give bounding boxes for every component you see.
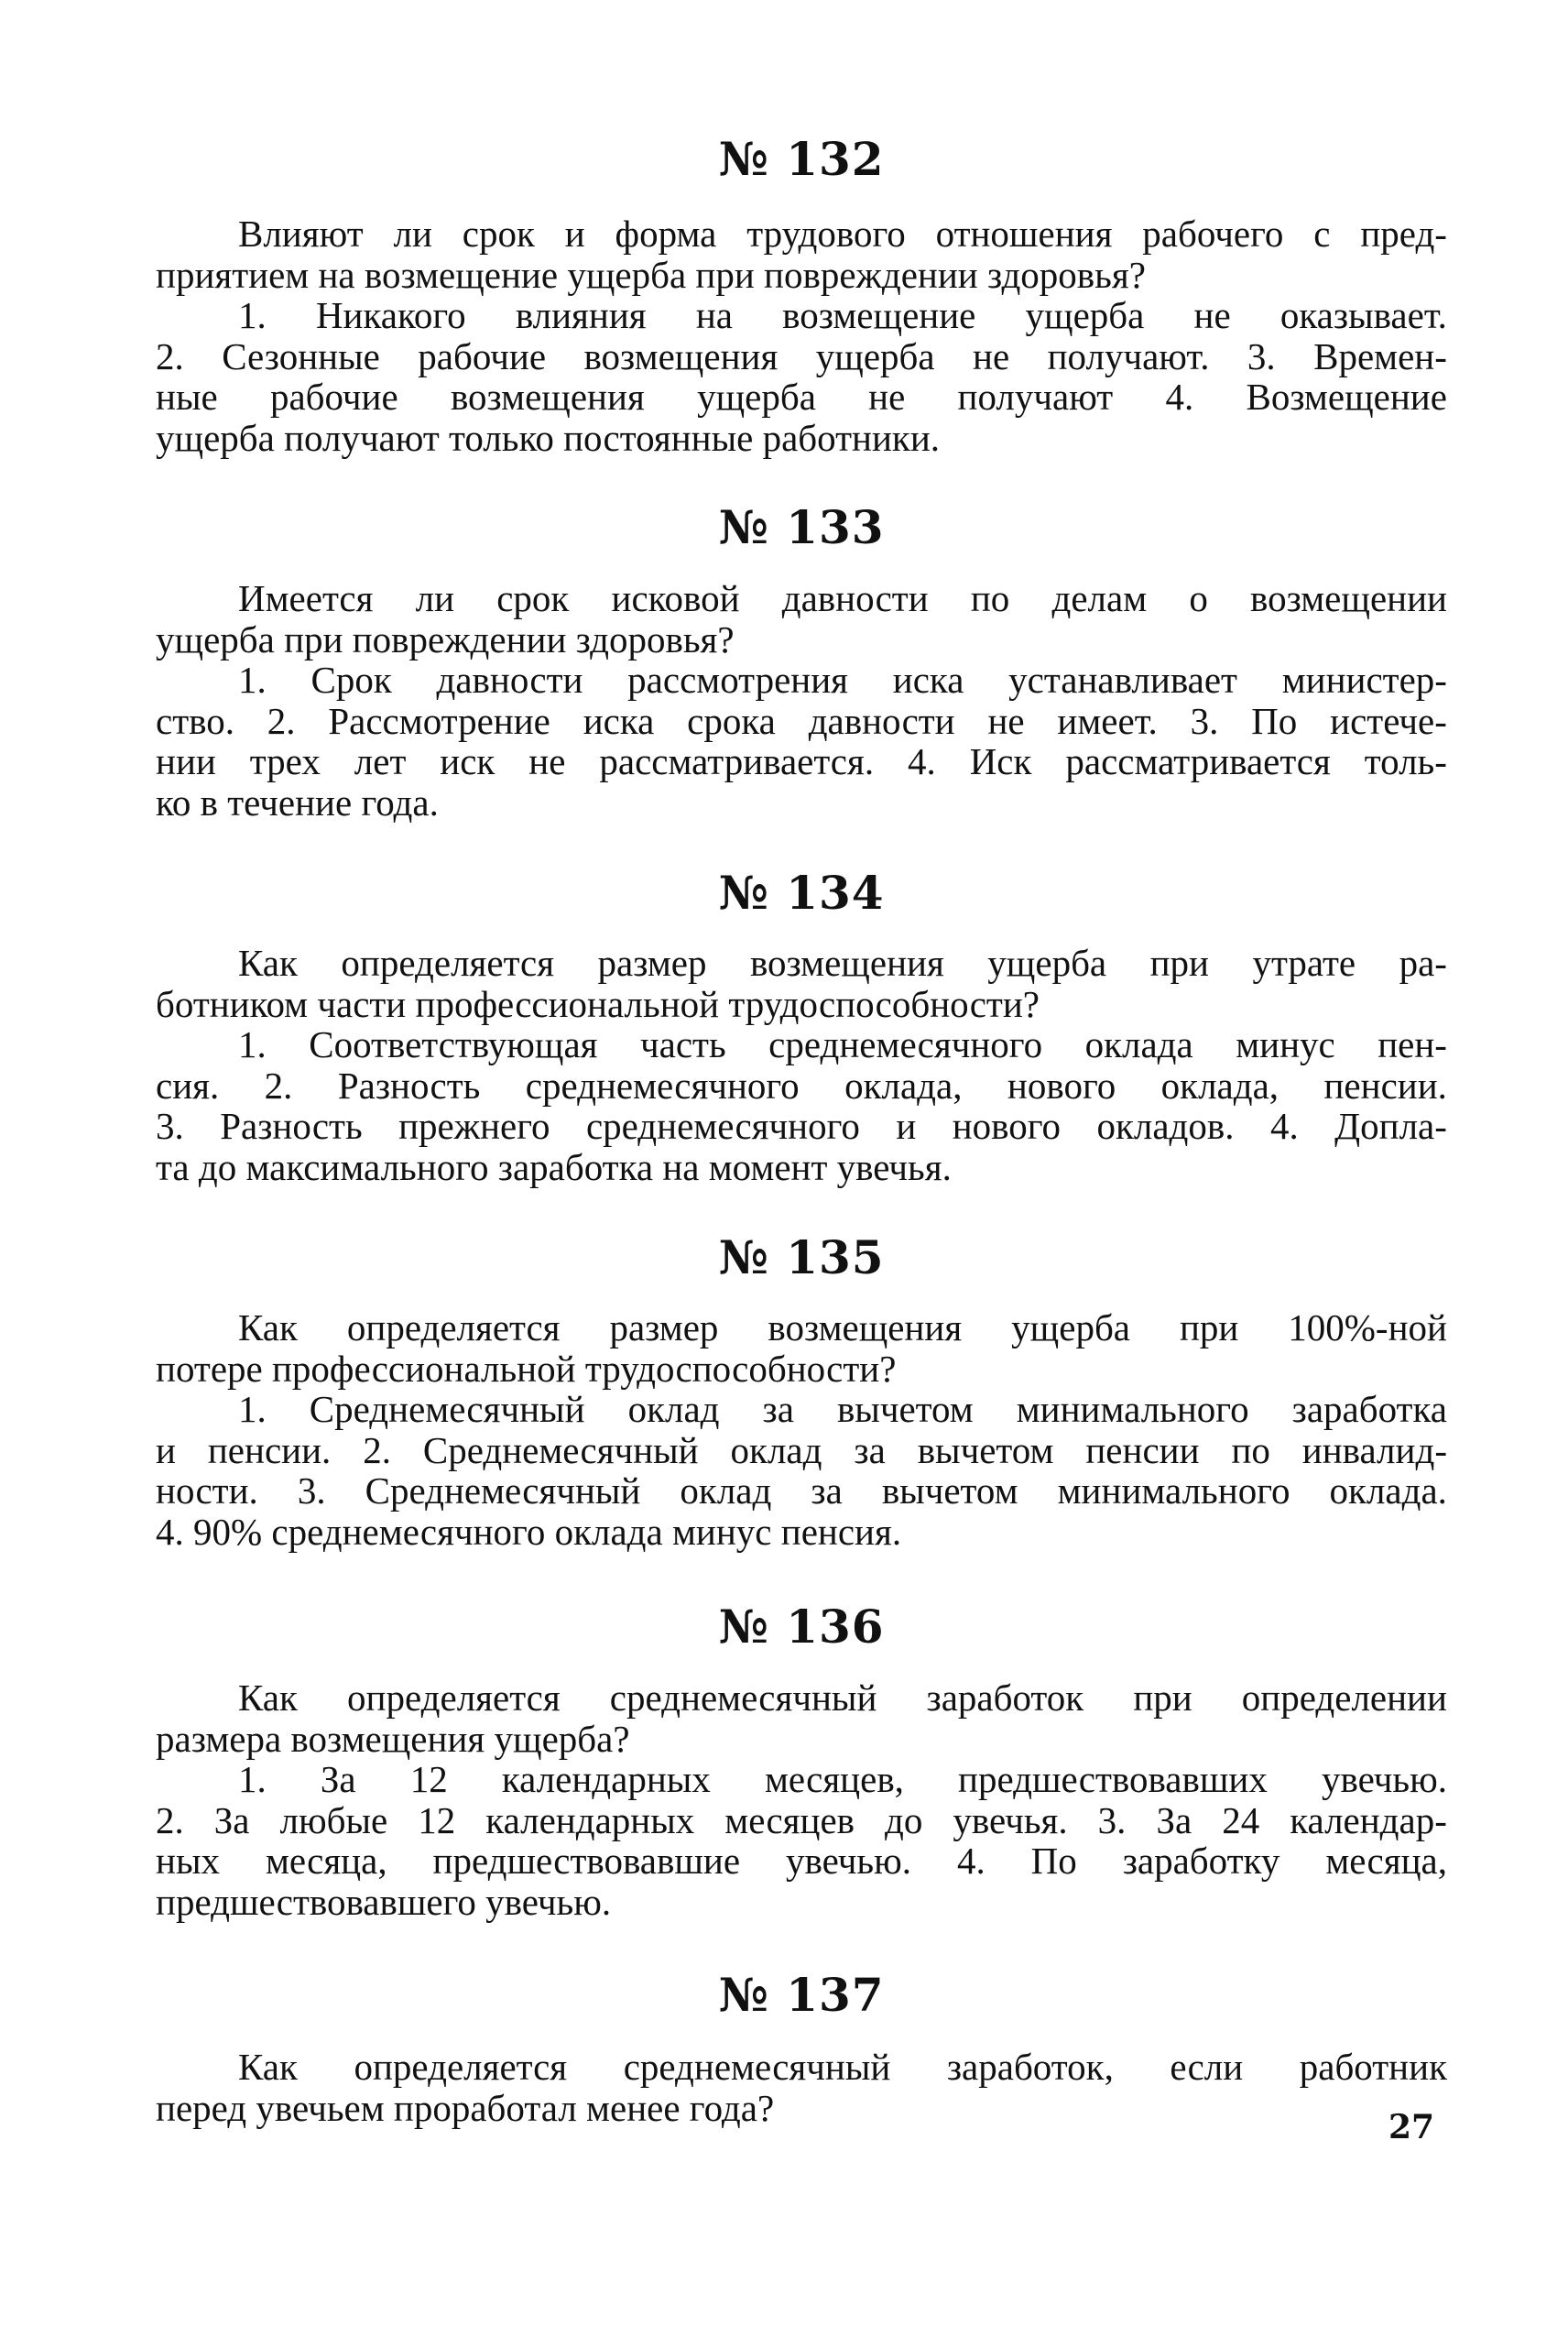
word: вычетом bbox=[881, 1469, 1018, 1512]
word: иска bbox=[583, 699, 655, 742]
word: нового bbox=[952, 1105, 1062, 1147]
word: ра- bbox=[1399, 942, 1447, 984]
word: толь- bbox=[1364, 740, 1447, 782]
word: 2. bbox=[156, 334, 184, 377]
word: возмещения bbox=[749, 942, 944, 984]
word: Как bbox=[238, 1676, 298, 1719]
word: отношения bbox=[935, 213, 1113, 255]
word: рассматривается bbox=[1065, 740, 1331, 782]
word: заработку bbox=[1122, 1840, 1280, 1882]
word: получают bbox=[957, 376, 1114, 418]
word: увечья. bbox=[953, 1798, 1068, 1841]
word: исковой bbox=[611, 577, 740, 619]
word: оклад bbox=[680, 1469, 772, 1512]
answer-line bbox=[156, 295, 1447, 336]
word: По bbox=[1030, 1840, 1077, 1882]
word: оклада bbox=[1084, 1023, 1193, 1065]
word: окладов. bbox=[1096, 1105, 1235, 1147]
word: ущерба bbox=[987, 942, 1107, 984]
answer-line bbox=[156, 660, 1447, 701]
word: По bbox=[1251, 699, 1298, 742]
question-number-heading: № 135 bbox=[718, 1230, 885, 1284]
answer-line bbox=[156, 1759, 1447, 1800]
word: месяца, bbox=[265, 1840, 387, 1882]
word: рассматривается. bbox=[599, 740, 875, 782]
word: среднемесячный bbox=[609, 1676, 877, 1719]
answer-line: ко в течение года. bbox=[156, 781, 439, 824]
word: За bbox=[320, 1758, 356, 1800]
question-line bbox=[156, 213, 1447, 255]
answer-line bbox=[156, 1024, 1447, 1065]
page-number: 27 bbox=[1388, 2108, 1435, 2146]
question-line bbox=[156, 943, 1447, 984]
question-line: приятием на возмещение ущерба при повреждении здоровья? bbox=[156, 253, 1146, 296]
word: ные bbox=[156, 376, 218, 418]
word: 3. bbox=[1247, 334, 1276, 377]
word: размер bbox=[609, 1306, 719, 1349]
answer-line bbox=[156, 1065, 1447, 1107]
word: получают. bbox=[1047, 334, 1210, 377]
word: календар- bbox=[1290, 1798, 1447, 1841]
answer-line: та до максимального заработка на момент увечья. bbox=[156, 1145, 952, 1188]
word: 3. bbox=[1190, 699, 1219, 742]
word: пенсии. bbox=[207, 1428, 332, 1471]
word: возмещение bbox=[782, 294, 976, 336]
word: иск bbox=[440, 740, 495, 782]
question-block bbox=[156, 213, 1447, 458]
question-block bbox=[156, 578, 1447, 823]
word: ущерба bbox=[1025, 294, 1145, 336]
word: за bbox=[762, 1388, 794, 1430]
word: Как bbox=[238, 1306, 298, 1349]
word: с bbox=[1313, 213, 1331, 255]
word: Сезонные bbox=[222, 334, 380, 377]
word: не bbox=[868, 376, 906, 418]
word: 1. bbox=[238, 1758, 267, 1800]
word: за bbox=[854, 1428, 886, 1471]
question-line bbox=[156, 2047, 1447, 2088]
answer-line bbox=[156, 1430, 1447, 1471]
word: месяцев, bbox=[764, 1758, 904, 1800]
word: 3. bbox=[156, 1105, 184, 1147]
word: лет bbox=[354, 740, 407, 782]
word: 12 bbox=[409, 1758, 448, 1800]
word: Рассмотрение bbox=[328, 699, 550, 742]
word: заработок bbox=[926, 1676, 1084, 1719]
word: возмещения bbox=[768, 1306, 963, 1349]
word: прежнего bbox=[398, 1105, 550, 1147]
answer-line bbox=[156, 1840, 1447, 1882]
word: оклада, bbox=[844, 1064, 963, 1107]
word: срок bbox=[462, 213, 535, 255]
question-block bbox=[156, 1307, 1447, 1552]
word: За bbox=[1156, 1798, 1192, 1841]
word: определяется bbox=[347, 1676, 561, 1719]
word: нового bbox=[1007, 1064, 1116, 1107]
word: ущерба bbox=[697, 376, 816, 418]
word: давности bbox=[436, 659, 583, 701]
word: возмещения bbox=[450, 376, 645, 418]
word: рабочего bbox=[1142, 213, 1284, 255]
question-line bbox=[156, 1307, 1447, 1349]
word: срок bbox=[496, 577, 570, 619]
word: ли bbox=[393, 213, 432, 255]
question-line: ботником части профессиональной трудоспособности? bbox=[156, 982, 1040, 1025]
word: 2. bbox=[267, 699, 296, 742]
question-block bbox=[156, 943, 1447, 1187]
word: минимального bbox=[1016, 1388, 1249, 1430]
word: на bbox=[695, 294, 733, 336]
word: часть bbox=[640, 1023, 726, 1065]
word: пред- bbox=[1360, 213, 1447, 255]
answer-line bbox=[156, 1800, 1447, 1841]
word: если bbox=[1170, 2046, 1244, 2088]
word: рабочие bbox=[269, 376, 398, 418]
word: ли bbox=[415, 577, 455, 619]
word: рабочие bbox=[418, 334, 547, 377]
word: Возмещение bbox=[1246, 376, 1447, 418]
word: Влияют bbox=[238, 213, 364, 255]
word: минус bbox=[1236, 1023, 1335, 1065]
word: оказывает. bbox=[1279, 294, 1447, 336]
word: среднемесячного bbox=[585, 1105, 860, 1147]
word: до bbox=[885, 1798, 923, 1841]
question-block bbox=[156, 2047, 1447, 2128]
word: влияния bbox=[515, 294, 647, 336]
word: предшествовавших bbox=[958, 1758, 1268, 1800]
answer-line bbox=[156, 1106, 1447, 1147]
word: календарных bbox=[501, 1758, 711, 1800]
word: пенсии bbox=[1085, 1428, 1200, 1471]
word: утрате bbox=[1252, 942, 1356, 984]
question-number-heading: № 133 bbox=[718, 500, 885, 554]
word: и bbox=[564, 213, 585, 255]
word: и bbox=[896, 1105, 917, 1147]
answer-line: предшествовавшего увечью. bbox=[156, 1880, 612, 1923]
word: по bbox=[970, 577, 1010, 619]
word: 100%-ной bbox=[1288, 1306, 1447, 1349]
word: не bbox=[973, 334, 1010, 377]
answer-line bbox=[156, 377, 1447, 418]
word: 24 bbox=[1222, 1798, 1260, 1841]
word: вычетом bbox=[836, 1388, 974, 1430]
answer-line bbox=[156, 336, 1447, 377]
word: пен- bbox=[1377, 1023, 1447, 1065]
word: о bbox=[1189, 577, 1208, 619]
word: возмещении bbox=[1250, 577, 1447, 619]
word: 1. bbox=[238, 1388, 267, 1430]
word: заработок, bbox=[946, 2046, 1114, 2088]
word: месяца, bbox=[1325, 1840, 1447, 1882]
word: ных bbox=[156, 1840, 220, 1882]
word: Срок bbox=[310, 659, 392, 701]
question-line: размера возмещения ущерба? bbox=[156, 1717, 630, 1760]
word: устанавливает bbox=[1008, 659, 1237, 701]
answer-line bbox=[156, 1389, 1447, 1430]
word: не bbox=[528, 740, 566, 782]
word: при bbox=[1179, 1306, 1239, 1349]
question-line bbox=[156, 1677, 1447, 1719]
word: работник bbox=[1299, 2046, 1447, 2088]
word: не bbox=[1193, 294, 1231, 336]
answer-line bbox=[156, 1470, 1447, 1512]
word: Иск bbox=[969, 740, 1032, 782]
word: За bbox=[213, 1798, 250, 1841]
word: 12 bbox=[418, 1798, 456, 1841]
word: нии bbox=[156, 740, 216, 782]
question-block bbox=[156, 1677, 1447, 1922]
word: форма bbox=[615, 213, 717, 255]
question-line: ущерба при повреждении здоровья? bbox=[156, 617, 735, 661]
question-number-heading: № 136 bbox=[718, 1600, 885, 1654]
word: увечью. bbox=[786, 1840, 911, 1882]
word: иска bbox=[892, 659, 964, 701]
word: среднемесячного bbox=[768, 1023, 1043, 1065]
word: Допла- bbox=[1334, 1105, 1447, 1147]
word: определяется bbox=[354, 2046, 568, 2088]
question-line: потере профессиональной трудоспособности? bbox=[156, 1347, 897, 1390]
word: рассмотрения bbox=[627, 659, 849, 701]
answer-line bbox=[156, 741, 1447, 782]
question-number-heading: № 132 bbox=[718, 132, 885, 186]
word: Среднемесячный bbox=[422, 1428, 699, 1471]
word: определяется bbox=[346, 1306, 561, 1349]
word: заработка bbox=[1291, 1388, 1447, 1430]
question-number-heading: № 134 bbox=[718, 866, 885, 920]
word: ущерба bbox=[1011, 1306, 1130, 1349]
word: оклад bbox=[627, 1388, 720, 1430]
word: 1. bbox=[238, 659, 267, 701]
word: вычетом bbox=[917, 1428, 1054, 1471]
word: 4. bbox=[1165, 376, 1194, 418]
word: определении bbox=[1241, 1676, 1447, 1719]
word: сия. bbox=[156, 1064, 220, 1107]
word: имеет. bbox=[1057, 699, 1158, 742]
word: по bbox=[1231, 1428, 1270, 1471]
word: Разность bbox=[220, 1105, 363, 1147]
word: размер bbox=[597, 942, 707, 984]
word: среднемесячного bbox=[525, 1064, 800, 1107]
answer-line bbox=[156, 701, 1447, 742]
word: Среднемесячный bbox=[365, 1469, 641, 1512]
question-number-heading: № 137 bbox=[718, 1968, 885, 2022]
word: 2. bbox=[363, 1428, 391, 1471]
word: трудового bbox=[746, 213, 906, 255]
word: министер- bbox=[1281, 659, 1447, 701]
word: 4. bbox=[908, 740, 936, 782]
word: при bbox=[1133, 1676, 1192, 1719]
word: оклада. bbox=[1329, 1469, 1447, 1512]
word: Среднемесячный bbox=[309, 1388, 585, 1430]
word: делам bbox=[1051, 577, 1148, 619]
word: ности. bbox=[156, 1469, 258, 1512]
word: предшествовавшие bbox=[432, 1840, 741, 1882]
word: 3. bbox=[1097, 1798, 1127, 1841]
answer-line: ущерба получают только постоянные работники. bbox=[156, 416, 941, 459]
question-line: перед увечьем проработал менее года? bbox=[156, 2086, 775, 2129]
word: 4. bbox=[1269, 1105, 1299, 1147]
word: 2. bbox=[156, 1798, 184, 1841]
word: не bbox=[987, 699, 1025, 742]
word: ство. bbox=[156, 699, 234, 742]
word: давности bbox=[808, 699, 955, 742]
word: и bbox=[156, 1428, 176, 1471]
word: давности bbox=[781, 577, 929, 619]
word: истече- bbox=[1330, 699, 1447, 742]
word: определяется bbox=[341, 942, 555, 984]
word: инвалид- bbox=[1301, 1428, 1447, 1471]
word: Как bbox=[238, 2046, 298, 2088]
word: возмещения bbox=[583, 334, 779, 377]
word: любые bbox=[279, 1798, 388, 1841]
word: минимального bbox=[1057, 1469, 1290, 1512]
word: Времен- bbox=[1313, 334, 1447, 377]
word: оклада, bbox=[1160, 1064, 1279, 1107]
word: увечью. bbox=[1321, 1758, 1447, 1800]
word: пенсии. bbox=[1323, 1064, 1447, 1107]
word: оклад bbox=[730, 1428, 822, 1471]
word: 4. bbox=[956, 1840, 985, 1882]
word: Имеется bbox=[238, 577, 374, 619]
word: Как bbox=[238, 942, 298, 984]
word: трех bbox=[249, 740, 321, 782]
word: срока bbox=[687, 699, 776, 742]
word: Соответствующая bbox=[309, 1023, 598, 1065]
answer-line: 4. 90% среднемесячного оклада минус пенсия. bbox=[156, 1510, 902, 1553]
word: Разность bbox=[337, 1064, 481, 1107]
question-line bbox=[156, 578, 1447, 619]
word: 1. bbox=[238, 1023, 267, 1065]
word: ущерба bbox=[815, 334, 935, 377]
word: среднемесячный bbox=[623, 2046, 891, 2088]
word: 2. bbox=[264, 1064, 293, 1107]
word: Никакого bbox=[315, 294, 466, 336]
word: календарных bbox=[485, 1798, 695, 1841]
word: за bbox=[811, 1469, 843, 1512]
word: 1. bbox=[238, 294, 267, 336]
word: месяцев bbox=[724, 1798, 855, 1841]
word: при bbox=[1149, 942, 1209, 984]
word: 3. bbox=[297, 1469, 326, 1512]
